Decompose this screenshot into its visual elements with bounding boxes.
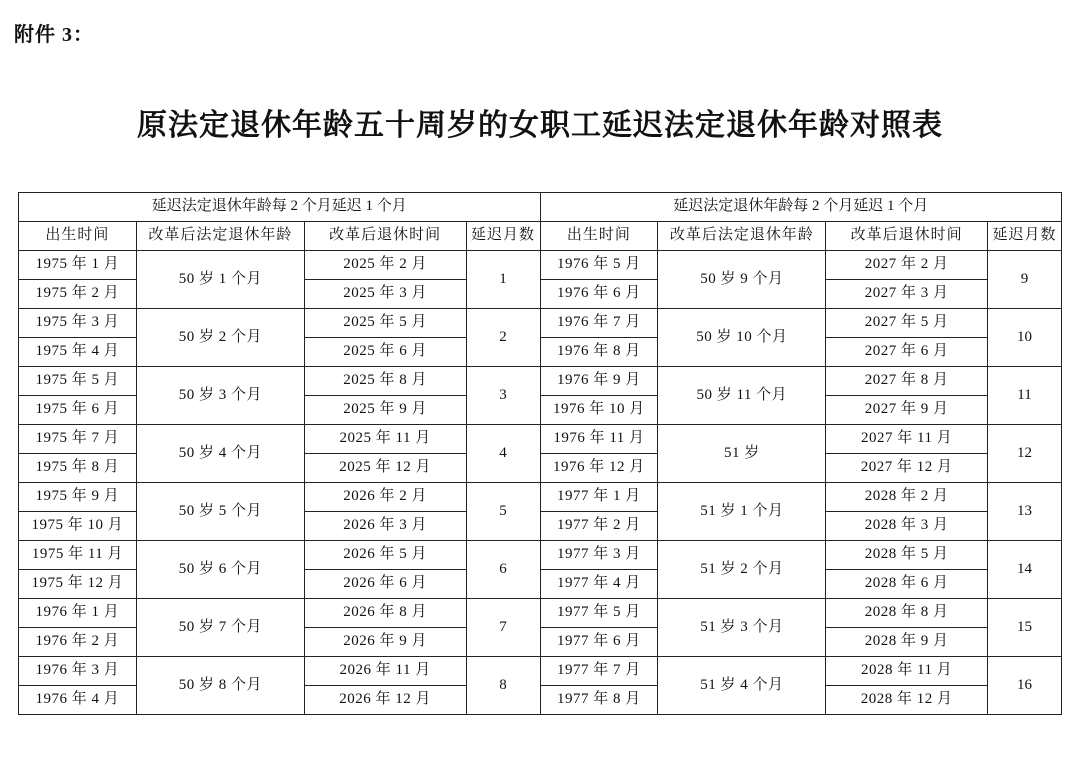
column-header-retirement-age: 改革后法定退休年龄: [658, 222, 826, 251]
cell-birth-date: 1977 年 2 月: [540, 512, 658, 541]
cell-retirement-age: 50 岁 4 个月: [136, 425, 304, 483]
cell-delay-months: 2: [466, 309, 540, 367]
cell-retirement-time: 2028 年 3 月: [826, 512, 988, 541]
cell-birth-date: 1976 年 5 月: [540, 251, 658, 280]
cell-retirement-time: 2025 年 3 月: [304, 280, 466, 309]
cell-retirement-age: 50 岁 3 个月: [136, 367, 304, 425]
cell-retirement-age: 51 岁 2 个月: [658, 541, 826, 599]
cell-delay-months: 11: [988, 367, 1062, 425]
table-banner-row: [540, 193, 1062, 222]
cell-birth-date: 1977 年 1 月: [540, 483, 658, 512]
cell-retirement-time: 2026 年 9 月: [304, 628, 466, 657]
table-row: [540, 425, 1062, 454]
table-row: [19, 599, 541, 628]
cell-retirement-time: 2025 年 6 月: [304, 338, 466, 367]
cell-retirement-age: 51 岁 3 个月: [658, 599, 826, 657]
cell-birth-date: 1976 年 9 月: [540, 367, 658, 396]
cell-birth-date: 1977 年 7 月: [540, 657, 658, 686]
cell-birth-date: 1977 年 6 月: [540, 628, 658, 657]
cell-retirement-time: 2026 年 3 月: [304, 512, 466, 541]
cell-delay-months: 12: [988, 425, 1062, 483]
column-header-delay-months: 延迟月数: [466, 222, 540, 251]
cell-retirement-time: 2026 年 12 月: [304, 686, 466, 715]
cell-birth-date: 1976 年 12 月: [540, 454, 658, 483]
cell-birth-date: 1976 年 7 月: [540, 309, 658, 338]
table-banner-row: [19, 193, 541, 222]
comparison-tables: [18, 192, 1062, 715]
cell-birth-date: 1977 年 8 月: [540, 686, 658, 715]
cell-retirement-age: 50 岁 6 个月: [136, 541, 304, 599]
cell-retirement-time: 2025 年 9 月: [304, 396, 466, 425]
cell-retirement-age: 50 岁 2 个月: [136, 309, 304, 367]
cell-retirement-age: 51 岁 1 个月: [658, 483, 826, 541]
column-header-retirement-time: 改革后退休时间: [304, 222, 466, 251]
cell-retirement-time: 2025 年 2 月: [304, 251, 466, 280]
page-title: 原法定退休年龄五十周岁的女职工延迟法定退休年龄对照表: [137, 109, 943, 142]
cell-birth-date: 1977 年 4 月: [540, 570, 658, 599]
cell-delay-months: 13: [988, 483, 1062, 541]
cell-retirement-time: 2026 年 8 月: [304, 599, 466, 628]
cell-retirement-time: 2027 年 11 月: [826, 425, 988, 454]
table-banner: 延迟法定退休年龄每 2 个月延迟 1 个月: [540, 193, 1062, 222]
cell-retirement-age: 50 岁 10 个月: [658, 309, 826, 367]
table-header-right: [540, 193, 1062, 251]
cell-retirement-time: 2027 年 2 月: [826, 251, 988, 280]
table-body-right: [540, 251, 1062, 715]
table-row: [540, 367, 1062, 396]
cell-delay-months: 10: [988, 309, 1062, 367]
table-row: [540, 251, 1062, 280]
table-row: [19, 483, 541, 512]
cell-retirement-age: 50 岁 8 个月: [136, 657, 304, 715]
table-row: [540, 657, 1062, 686]
cell-retirement-time: 2028 年 9 月: [826, 628, 988, 657]
cell-birth-date: 1975 年 7 月: [19, 425, 137, 454]
cell-retirement-age: 50 岁 1 个月: [136, 251, 304, 309]
cell-retirement-time: 2027 年 12 月: [826, 454, 988, 483]
column-header-retirement-age: 改革后法定退休年龄: [136, 222, 304, 251]
cell-birth-date: 1976 年 10 月: [540, 396, 658, 425]
table-row: [540, 541, 1062, 570]
cell-retirement-time: 2027 年 8 月: [826, 367, 988, 396]
cell-retirement-age: 50 岁 5 个月: [136, 483, 304, 541]
cell-retirement-time: 2027 年 5 月: [826, 309, 988, 338]
table-column-header-row: [540, 222, 1062, 251]
cell-delay-months: 8: [466, 657, 540, 715]
cell-retirement-time: 2025 年 11 月: [304, 425, 466, 454]
table-row: [540, 599, 1062, 628]
table-column-header-row: [19, 222, 541, 251]
cell-retirement-time: 2025 年 12 月: [304, 454, 466, 483]
table-row: [19, 251, 541, 280]
column-header-delay-months: 延迟月数: [988, 222, 1062, 251]
cell-birth-date: 1975 年 9 月: [19, 483, 137, 512]
cell-retirement-age: 50 岁 11 个月: [658, 367, 826, 425]
cell-retirement-time: 2028 年 8 月: [826, 599, 988, 628]
column-header-retirement-time: 改革后退休时间: [826, 222, 988, 251]
cell-birth-date: 1975 年 12 月: [19, 570, 137, 599]
cell-birth-date: 1975 年 11 月: [19, 541, 137, 570]
table-row: [19, 541, 541, 570]
cell-birth-date: 1976 年 3 月: [19, 657, 137, 686]
cell-retirement-time: 2026 年 2 月: [304, 483, 466, 512]
cell-birth-date: 1976 年 11 月: [540, 425, 658, 454]
cell-retirement-time: 2028 年 6 月: [826, 570, 988, 599]
table-row: [19, 309, 541, 338]
cell-retirement-time: 2028 年 12 月: [826, 686, 988, 715]
cell-birth-date: 1975 年 1 月: [19, 251, 137, 280]
cell-delay-months: 14: [988, 541, 1062, 599]
table-row: [540, 483, 1062, 512]
cell-retirement-time: 2028 年 5 月: [826, 541, 988, 570]
cell-birth-date: 1976 年 1 月: [19, 599, 137, 628]
cell-retirement-time: 2027 年 3 月: [826, 280, 988, 309]
cell-retirement-age: 51 岁: [658, 425, 826, 483]
cell-retirement-time: 2028 年 2 月: [826, 483, 988, 512]
cell-retirement-time: 2026 年 11 月: [304, 657, 466, 686]
cell-birth-date: 1977 年 3 月: [540, 541, 658, 570]
cell-retirement-age: 50 岁 7 个月: [136, 599, 304, 657]
retirement-table-right: [540, 192, 1063, 715]
cell-birth-date: 1975 年 8 月: [19, 454, 137, 483]
cell-birth-date: 1975 年 5 月: [19, 367, 137, 396]
cell-delay-months: 4: [466, 425, 540, 483]
cell-retirement-time: 2027 年 6 月: [826, 338, 988, 367]
table-banner: 延迟法定退休年龄每 2 个月延迟 1 个月: [19, 193, 541, 222]
table-header-left: [19, 193, 541, 251]
cell-delay-months: 5: [466, 483, 540, 541]
cell-retirement-time: 2028 年 11 月: [826, 657, 988, 686]
cell-retirement-age: 50 岁 9 个月: [658, 251, 826, 309]
cell-delay-months: 1: [466, 251, 540, 309]
cell-delay-months: 3: [466, 367, 540, 425]
cell-delay-months: 9: [988, 251, 1062, 309]
column-header-birth: 出生时间: [19, 222, 137, 251]
attachment-label: 附件 3：: [14, 24, 94, 46]
table-row: [19, 657, 541, 686]
cell-birth-date: 1976 年 4 月: [19, 686, 137, 715]
table-body-left: [19, 251, 541, 715]
cell-birth-date: 1976 年 8 月: [540, 338, 658, 367]
cell-birth-date: 1975 年 2 月: [19, 280, 137, 309]
cell-delay-months: 6: [466, 541, 540, 599]
cell-birth-date: 1975 年 10 月: [19, 512, 137, 541]
cell-birth-date: 1976 年 6 月: [540, 280, 658, 309]
column-header-birth: 出生时间: [540, 222, 658, 251]
cell-delay-months: 7: [466, 599, 540, 657]
cell-birth-date: 1975 年 3 月: [19, 309, 137, 338]
retirement-table-left: [18, 192, 541, 715]
cell-retirement-time: 2026 年 5 月: [304, 541, 466, 570]
cell-retirement-time: 2027 年 9 月: [826, 396, 988, 425]
cell-birth-date: 1976 年 2 月: [19, 628, 137, 657]
cell-retirement-time: 2025 年 8 月: [304, 367, 466, 396]
cell-retirement-time: 2025 年 5 月: [304, 309, 466, 338]
cell-birth-date: 1975 年 6 月: [19, 396, 137, 425]
cell-birth-date: 1975 年 4 月: [19, 338, 137, 367]
table-row: [19, 425, 541, 454]
cell-retirement-age: 51 岁 4 个月: [658, 657, 826, 715]
cell-delay-months: 15: [988, 599, 1062, 657]
cell-retirement-time: 2026 年 6 月: [304, 570, 466, 599]
cell-birth-date: 1977 年 5 月: [540, 599, 658, 628]
cell-delay-months: 16: [988, 657, 1062, 715]
table-row: [540, 309, 1062, 338]
table-row: [19, 367, 541, 396]
